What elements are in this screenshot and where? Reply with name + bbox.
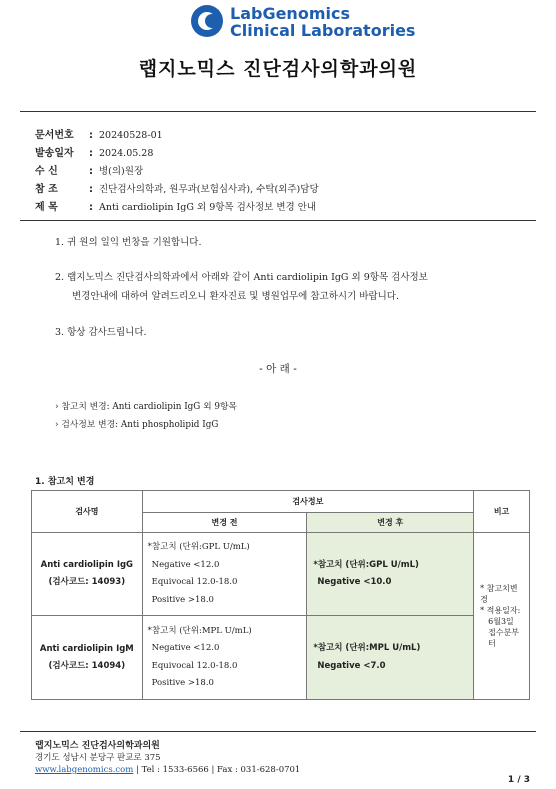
bullet-icon: › bbox=[55, 420, 59, 430]
meta-row-date: 발송일자 : 2024.05.28 bbox=[35, 145, 319, 163]
bullet-item: › 참고치 변경: Anti cardiolipin IgG 외 9항목 bbox=[55, 402, 238, 412]
meta-row-recipient: 수 신 : 병(의)원장 bbox=[35, 163, 319, 181]
meta-block bbox=[35, 127, 319, 217]
header-test-info: 검사정보 bbox=[142, 491, 473, 513]
test-name-cell: Anti cardiolipin IgM (검사코드: 14094) bbox=[32, 616, 143, 700]
footer-company-name: 랩지노믹스 진단검사의학과의원 bbox=[35, 741, 160, 751]
meta-key: 참 조 bbox=[35, 184, 58, 195]
meta-row-reference: 참 조 : 진단검사의학과, 원무과(보험심사과), 수탁(외주)담당 bbox=[35, 181, 319, 199]
meta-value: 20240528-01 bbox=[99, 130, 163, 141]
test-name-cell: Anti cardiolipin IgG (검사코드: 14093) bbox=[32, 533, 143, 616]
bullet-icon: › bbox=[55, 402, 59, 412]
meta-key: 수 신 bbox=[35, 166, 58, 177]
meta-value: 병(의)원장 bbox=[99, 166, 144, 177]
meta-value: 2024.05.28 bbox=[99, 148, 154, 159]
website-link[interactable]: www.labgenomics.com bbox=[35, 765, 134, 775]
before-cell: *참고치 (단위:MPL U/mL) Negative <12.0 Equivocal 12.0-18.0 Positive >18.0 bbox=[142, 616, 307, 700]
meta-value: Anti cardiolipin IgG 외 9항목 검사정보 변경 안내 bbox=[99, 202, 317, 213]
footer-contact bbox=[35, 765, 300, 775]
footer-divider bbox=[20, 731, 536, 732]
reference-change-table bbox=[31, 490, 530, 700]
header-note: 비고 bbox=[474, 491, 530, 533]
meta-row-subject: 제 목 : Anti cardiolipin IgG 외 9항목 검사정보 변경 안내 bbox=[35, 199, 319, 217]
paragraph-2-line2: 변경안내에 대하여 알려드리오니 환자진료 및 병원업무에 참고하시기 바랍니다. bbox=[72, 291, 400, 302]
meta-divider bbox=[20, 220, 536, 221]
header-after: 변경 후 bbox=[307, 513, 474, 533]
section-heading: 1. 참고치 변경 bbox=[35, 477, 95, 487]
header-test-name: 검사명 bbox=[32, 491, 143, 533]
table-row bbox=[32, 533, 530, 616]
footer-tel-fax: | Tel : 1533-6566 | Fax : 031-628-0701 bbox=[136, 765, 301, 775]
meta-key: 문서번호 bbox=[35, 130, 74, 141]
after-cell: *참고치 (단위:MPL U/mL) Negative <7.0 bbox=[307, 616, 474, 700]
below-heading: - 아 래 - bbox=[259, 363, 297, 375]
footer-address: 경기도 성남시 분당구 판교로 375 bbox=[35, 753, 161, 763]
paragraph-2-line1: 2. 랩지노믹스 진단검사의학과에서 아래와 같이 Anti cardiolipin IgG 외 9항목 검사정보 bbox=[55, 272, 428, 283]
meta-row-doc-no: 문서번호 : 20240528-01 bbox=[35, 127, 319, 145]
after-cell: *참고치 (단위:GPL U/mL) Negative <10.0 bbox=[307, 533, 474, 616]
paragraph-3: 3. 항상 감사드립니다. bbox=[55, 327, 147, 338]
document-title: 랩지노믹스 진단검사의학과의원 bbox=[138, 58, 418, 80]
logo-text bbox=[230, 5, 415, 39]
logo-line2: Clinical Laboratories bbox=[230, 21, 416, 40]
logo-line1: LabGenomics bbox=[230, 4, 350, 23]
meta-key: 발송일자 bbox=[35, 148, 74, 159]
header-divider bbox=[20, 111, 536, 112]
meta-value: 진단검사의학과, 원무과(보험심사과), 수탁(외주)담당 bbox=[99, 184, 319, 195]
company-logo bbox=[190, 4, 416, 40]
header-before: 변경 전 bbox=[142, 513, 307, 533]
meta-key: 제 목 bbox=[35, 202, 58, 213]
before-cell: *참고치 (단위:GPL U/mL) Negative <12.0 Equivocal 12.0-18.0 Positive >18.0 bbox=[142, 533, 307, 616]
note-cell: * 참고치변경 * 적용일자: 6월3일 접수분부터 bbox=[474, 533, 530, 700]
table-row bbox=[32, 616, 530, 700]
paragraph-1: 1. 귀 원의 일익 번창을 기원합니다. bbox=[55, 237, 202, 248]
bullet-item: › 검사정보 변경: Anti phospholipid IgG bbox=[55, 420, 219, 430]
page-number: 1 / 3 bbox=[507, 775, 530, 785]
logo-mark-icon bbox=[190, 4, 224, 38]
